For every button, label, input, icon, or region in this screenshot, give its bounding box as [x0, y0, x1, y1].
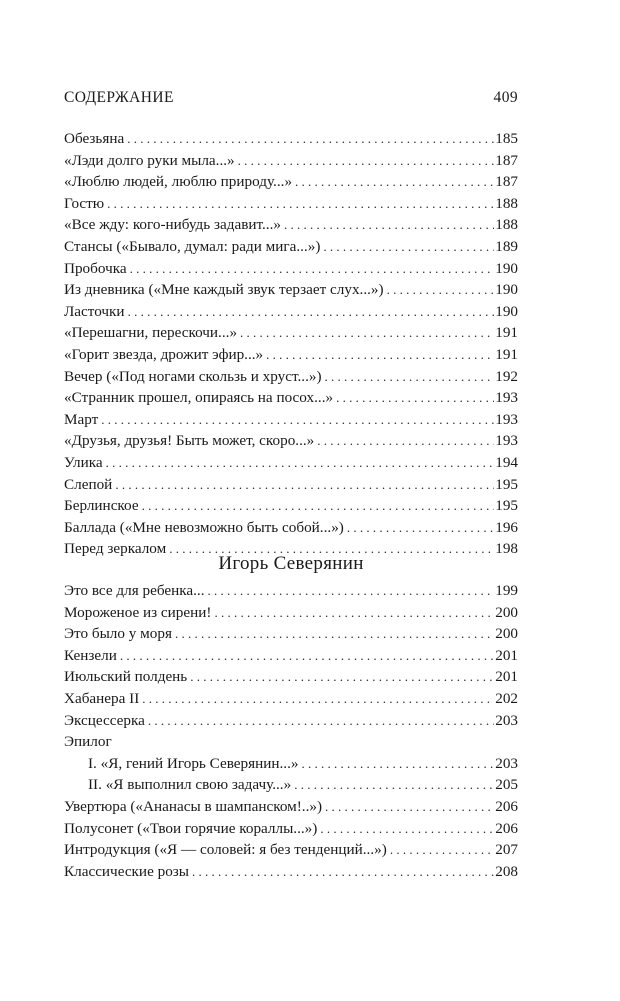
toc-entry-title: «Лэди долго руки мыла...» — [64, 151, 235, 169]
toc-entry-page-number: 185 — [495, 130, 518, 147]
toc-dot-leader — [107, 193, 494, 215]
toc-entry-title: Стансы («Бывало, думал: ради мига...») — [64, 237, 321, 255]
toc-entry — [64, 731, 518, 753]
toc-entry-title: Перед зеркалом — [64, 540, 167, 558]
toc-entry-page-number: 192 — [495, 367, 518, 385]
toc-entry-page-number: 191 — [495, 324, 518, 342]
toc-entry-page-number: 203 — [495, 711, 518, 729]
toc-entry-title: «Друзья, друзья! Быть может, скоро...» — [64, 432, 315, 450]
toc-entry-page-number: 200 — [495, 603, 518, 621]
toc-entry-title: Мороженое из сирени! — [64, 603, 212, 621]
toc-section-1 — [64, 128, 518, 560]
toc-entry-title: II. «Я выполнил свою задачу...» — [88, 776, 292, 794]
toc-entry — [64, 796, 518, 818]
toc-entry-page-number: 193 — [495, 410, 518, 428]
toc-entry — [64, 517, 518, 539]
toc-entry — [64, 623, 518, 645]
toc-entry-page-number: 187 — [495, 173, 518, 191]
toc-dot-leader — [317, 430, 494, 452]
toc-dot-leader — [323, 236, 494, 258]
toc-entry — [64, 710, 518, 732]
toc-dot-leader — [325, 796, 494, 818]
toc-entry-page-number: 203 — [495, 754, 518, 772]
toc-dot-leader — [120, 645, 494, 667]
toc-entry — [64, 150, 518, 172]
toc-entry-title: Гостю — [64, 194, 105, 212]
toc-entry-page-number: 191 — [495, 345, 518, 363]
toc-entry — [64, 366, 518, 388]
running-head-page-number: 409 — [493, 89, 518, 106]
toc-entry-title: I. «Я, гений Игорь Северянин...» — [88, 754, 299, 772]
toc-dot-leader — [142, 495, 495, 517]
toc-entry-title: Кензели — [64, 646, 117, 664]
toc-dot-leader — [128, 301, 495, 323]
toc-entry — [64, 688, 518, 710]
toc-entry — [64, 602, 518, 624]
toc-entry — [64, 279, 518, 301]
toc-entry-title: Классические розы — [64, 862, 189, 880]
toc-entry-page-number: 196 — [495, 518, 518, 536]
toc-entry-title: Июльский полдень — [64, 668, 188, 686]
toc-entry — [64, 193, 518, 215]
toc-entry-title: Улика — [64, 453, 103, 471]
running-head — [64, 89, 518, 109]
toc-entry — [64, 171, 518, 193]
toc-entry — [64, 818, 518, 840]
toc-dot-leader — [284, 214, 494, 236]
toc-dot-leader — [148, 710, 494, 732]
toc-entry-page-number: 188 — [495, 194, 518, 212]
toc-entry-page-number: 208 — [495, 862, 518, 880]
toc-entry-page-number: 194 — [495, 453, 518, 471]
toc-entry-page-number: 200 — [495, 625, 518, 643]
toc-entry — [64, 645, 518, 667]
toc-dot-leader — [240, 322, 494, 344]
toc-dot-leader — [214, 602, 494, 624]
toc-dot-leader — [295, 171, 494, 193]
toc-entry-page-number: 206 — [495, 797, 518, 815]
toc-entry-title: Вечер («Под ногами скользь и хруст...») — [64, 367, 322, 385]
toc-dot-leader — [301, 753, 494, 775]
toc-entry-page-number: 201 — [495, 646, 518, 664]
toc-dot-leader — [127, 128, 494, 150]
toc-dot-leader — [175, 623, 494, 645]
toc-entry — [64, 839, 518, 861]
toc-entry-title: Это было у моря — [64, 625, 172, 643]
toc-entry-title: Хабанера II — [64, 689, 140, 707]
toc-entry — [64, 258, 518, 280]
toc-entry-title: «Все жду: кого-нибудь задавит...» — [64, 216, 281, 234]
toc-entry — [64, 301, 518, 323]
toc-dot-leader — [130, 258, 495, 280]
toc-entry-page-number: 189 — [495, 237, 518, 255]
toc-entry — [64, 666, 518, 688]
toc-entry-page-number: 206 — [495, 819, 518, 837]
toc-dot-leader — [387, 279, 495, 301]
toc-entry-title: Эпилог — [64, 733, 112, 751]
toc-dot-leader — [101, 409, 494, 431]
toc-entry — [64, 236, 518, 258]
section-heading-severyanin: Игорь Северянин — [218, 553, 364, 574]
toc-entry — [64, 580, 518, 602]
toc-entry-title: «Горит звезда, дрожит эфир...» — [64, 345, 264, 363]
toc-dot-leader — [106, 452, 495, 474]
toc-entry-page-number: 193 — [495, 432, 518, 450]
toc-entry-page-number: 195 — [495, 497, 518, 515]
running-head-title: СОДЕРЖАНИЕ — [64, 89, 174, 106]
toc-entry-title: Пробочка — [64, 259, 127, 277]
toc-dot-leader — [336, 387, 494, 409]
toc-entry-title: «Странник прошел, опираясь на посох...» — [64, 389, 334, 407]
toc-entry-title: Берлинское — [64, 497, 139, 515]
toc-dot-leader — [266, 344, 494, 366]
toc-dot-leader — [320, 818, 494, 840]
toc-dot-leader — [238, 150, 495, 172]
toc-entry-page-number: 190 — [495, 259, 518, 277]
toc-entry-title: Увертюра («Ананасы в шампанском!..») — [64, 797, 323, 815]
toc-entry-title: Это все для ребенка... — [64, 582, 205, 599]
toc-entry-page-number: 187 — [495, 151, 518, 169]
toc-entry-title: Март — [64, 410, 99, 428]
toc-entry — [64, 774, 518, 796]
toc-entry-page-number: 199 — [495, 582, 518, 599]
toc-entry — [64, 214, 518, 236]
toc-dot-leader — [347, 517, 494, 539]
toc-entry-page-number: 201 — [495, 668, 518, 686]
toc-entry-title: Ласточки — [64, 302, 125, 320]
toc-entry — [64, 753, 518, 775]
toc-entry — [64, 128, 518, 150]
toc-entry-page-number: 202 — [495, 689, 518, 707]
book-page — [64, 0, 518, 1001]
toc-dot-leader — [142, 688, 494, 710]
toc-entry-title: Обезьяна — [64, 130, 125, 147]
toc-dot-leader — [325, 366, 495, 388]
toc-entry-page-number: 207 — [495, 841, 518, 859]
toc-section-2 — [64, 580, 518, 882]
toc-entry — [64, 387, 518, 409]
toc-entry-title: Из дневника («Мне каждый звук терзает слух...») — [64, 281, 384, 299]
toc-entry — [64, 409, 518, 431]
toc-entry — [64, 861, 518, 883]
toc-entry-page-number: 190 — [495, 302, 518, 320]
toc-entry — [64, 430, 518, 452]
toc-dot-leader — [115, 474, 494, 496]
toc-entry — [64, 344, 518, 366]
toc-entry-title: «Перешагни, перескочи...» — [64, 324, 238, 342]
toc-entry — [64, 474, 518, 496]
toc-entry-title: «Люблю людей, люблю природу...» — [64, 173, 293, 191]
toc-entry-title: Баллада («Мне невозможно быть собой...») — [64, 518, 344, 536]
toc-entry-page-number: 205 — [495, 776, 518, 794]
toc-entry — [64, 495, 518, 517]
toc-entry-page-number: 190 — [495, 281, 518, 299]
toc-dot-leader — [390, 839, 494, 861]
toc-entry-title: Интродукция («Я — соловей: я без тенденций...») — [64, 841, 387, 859]
toc-entry-page-number: 195 — [495, 475, 518, 493]
toc-entry — [64, 322, 518, 344]
toc-entry-page-number: 193 — [495, 389, 518, 407]
toc-entry-page-number: 188 — [495, 216, 518, 234]
toc-entry-page-number: 198 — [495, 540, 518, 558]
toc-entry-title: Полусонет («Твои горячие кораллы...») — [64, 819, 318, 837]
toc-entry-title: Эксцессерка — [64, 711, 145, 729]
toc-dot-leader — [190, 666, 494, 688]
toc-dot-leader — [294, 774, 494, 796]
toc-dot-leader — [208, 580, 495, 602]
toc-dot-leader — [192, 861, 494, 883]
toc-entry-title: Слепой — [64, 475, 113, 493]
toc-entry — [64, 452, 518, 474]
